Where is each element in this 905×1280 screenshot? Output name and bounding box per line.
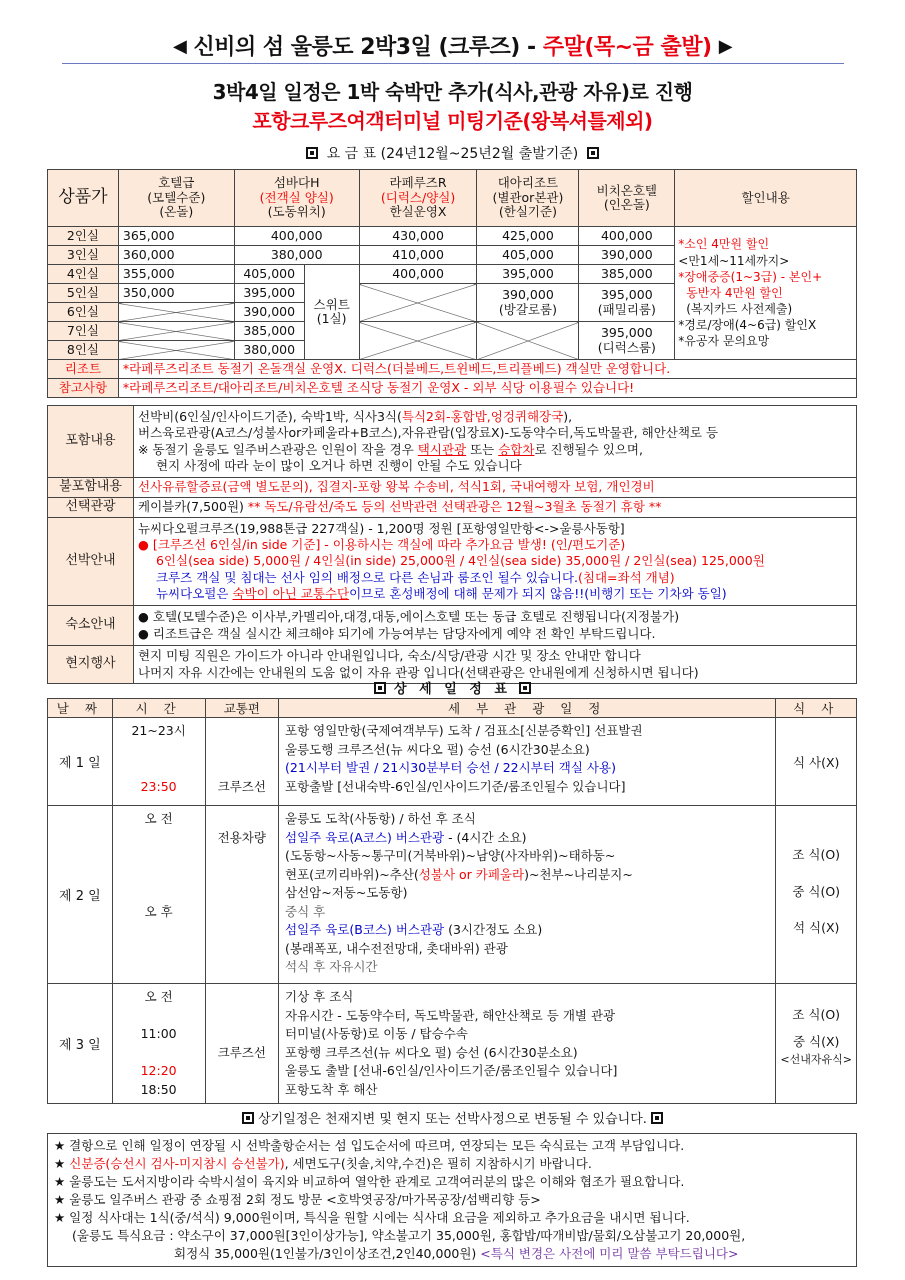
square-bullet-icon [306, 147, 318, 159]
include-content: 선박비(6인실/인사이드기준), 숙박1박, 식사3식(특식2회-홍합밥,엉겅퀴해장국), 버스육로관광(A코스/성불사or카페울라+B코스),자유관람(입장료X)-도동약수터,독도박물관, 해안산책로 등 ※ 동절기 울릉도 일주버스관광은 인원이 작을 경우 택시관광 또는 승합차로 진행될수 있으며, 현지 사정에 따라 눈이 많이 오거나 하면 진행이 안될 수도 있습니다 [134, 406, 857, 478]
row-label: 6인실 [48, 303, 119, 322]
unavailable-cell [118, 322, 234, 341]
product-header: 상품가 [48, 170, 119, 227]
schedule-notice: 상기일정은 천재지변 및 현지 또는 선박사정으로 변동될 수 있습니다. [0, 1108, 905, 1127]
col-header-beachon: 비치온호텔 (인온돌) [579, 170, 675, 227]
unavailable-cell [359, 322, 477, 360]
day3-row: 제 3 일 오 전 11:00 12:20 18:50 크루즈선 기상 후 조식 자유시간 - 도동약수터, 독도박물관, 해안산책로 등 개별 관광 터미널(사동항)로 이동 / 탑승수속 포항행 크루즈선(뉴 씨다오 펄) 승선 (6시간30분소요) 울릉도 출발 [선내-6인실/인사이드기준/룸조인될수 있습니다] 포항도착 후 해산 조 식(O) 중 식(X) <선내자유식> [48, 984, 857, 1104]
row-label: 2인실 [48, 227, 119, 246]
option-label: 선택관광 [48, 498, 134, 518]
fee-table-title: 요 금 표 (24년12월~25년2월 출발기준) [0, 143, 905, 163]
col-header-laperouse: 라페루즈R (디럭스/양실) 한실운영X [359, 170, 477, 227]
square-bullet-icon [651, 1112, 663, 1124]
resort-note: *라페루즈리조트 동절기 온돌객실 운영X. 디럭스(더블베드,트윈베드,트리플베드) 객실만 운영합니다. [118, 360, 856, 379]
row-label: 7인실 [48, 322, 119, 341]
ship-content: 뉴씨다오펄크루즈(19,988톤급 227객실) - 1,200명 정원 [포항영일만항<->울릉사동항] ● [크루즈선 6인실/in side 기준] - 이용하시는 객실에 따라 추가요금 발생! (인/편도기준) 6인실(sea side) 5,000원 / 4인실(in side) 25,000원 / 4인실(sea side) 35,000원 / 2인실(sea) 125,000원 크루즈 객실 및 침대는 선사 임의 배정으로 다른 손님과 룸조인 될수 있습니다.(침대=좌석 개념) 뉴씨다오펄은 숙박이 아닌 교통수단이므로 혼성배정에 대해 문제가 되지 않음!!(비행기 또는 기차와 동일) [134, 518, 857, 606]
row-label: 4인실 [48, 265, 119, 284]
schedule-table [47, 698, 857, 1104]
stay-label: 숙소안내 [48, 606, 134, 646]
header-itinerary: 세 부 관 광 일 정 [279, 699, 776, 718]
exclude-content: 선사유류할증료(금액 별도문의), 집결지-포항 왕복 수송비, 석식1회, 국내여행자 보험, 개인경비 [134, 478, 857, 498]
notes-content: ★ 결항으로 인해 일정이 연장될 시 선박출항순서는 섬 입도순서에 따르며, 연장되는 모든 숙식료는 고객 부담입니다. ★ 신분증(승선시 검사-미지참시 승선불가), 세면도구(칫솔,치약,수건)은 필히 지참하시기 바랍니다. ★ 울릉도는 도서지방이라 숙박시설이 육지와 비교하여 열악한 관계로 고객여러분의 많은 이해와 협조가 필요합니다. ★ 울릉도 일주버스 관광 중 쇼핑점 2회 정도 방문 <호박엿공장/마가목공장/섬백리향 등> ★ 일정 식사대는 1식(중/석식) 9,000원이며, 특식을 원할 시에는 식사대 요금을 제외하고 추가요금을 내시면 됩니다. (울릉도 특식요금 : 약소구이 37,000원[3인이상가능], 약소불고기 35,000원, 홍합밥/따개비밥/물회/오삼불고기 20,000원, 회정식 35,000원(1인불가/3인이상조건,2인40,000원) <특식 변경은 사전에 미리 말씀 부탁드립니다> [48, 1134, 857, 1267]
ship-label: 선박안내 [48, 518, 134, 606]
exclude-label: 불포함내용 [48, 478, 134, 498]
schedule-title: 상 세 일 정 표 [0, 678, 905, 697]
unavailable-cell [118, 303, 234, 322]
subtitle-meeting: 포항크루즈여객터미널 미팅기준(왕복셔틀제외) [252, 109, 653, 133]
option-content: 케이블카(7,500원) ** 독도/유람선/죽도 등의 선박관련 선택관광은 12월~3월초 동절기 휴항 ** [134, 498, 857, 518]
row-label: 5인실 [48, 284, 119, 303]
col-header-discount: 할인내용 [675, 170, 857, 227]
subtitle-4day: 3박4일 일정은 1박 숙박만 추가(식사,관광 자유)로 진행 [212, 80, 693, 104]
include-label: 포함내용 [48, 406, 134, 478]
row-label: 8인실 [48, 341, 119, 360]
info-table [47, 405, 857, 684]
col-header-daea: 대아리조트 (별관or본관) (한실기준) [477, 170, 579, 227]
notes-table [47, 1133, 857, 1267]
square-bullet-icon [519, 682, 531, 694]
reference-note: *라페루즈리조트/대아리조트/비치온호텔 조식당 동절기 운영X - 외부 식당 이용필수 있습니다! [118, 379, 856, 398]
price-table: 상품가 호텔급 (모텔수준) (온돌) 섬바다H (전객실 양실) (도동위치) 라페루즈R (디럭스/양실) 한실운영X 대아리조트 (별관or본관) (한실기준) 비치온호텔 (인온돌) 할인내용 2인실 365,000 400,000 430,000 425,000 400,000 *소인 4만원 할인 <만1세~11세까지> *장애중증(1~3급) - 본인+ 동반자 4만원 할인 (복지카드 사전제출) *경로/장애(4~6급) 할인X *유공자 문의요망 3인실 360,000 380,000 410,000 405,000 390,000 4인실 355,000 405,000 스위트 (1실) 400,000 395,000 385,000 5인실 350,000 395,000 390,000 (방갈로룸) 395,000 (패밀리룸) 6인실 390,000 7인실 385,000 395,000 (디럭스룸) 8인실 380,000 리조트 *라페루즈리조트 동절기 온돌객실 운영X. 디럭스(더블베드,트윈베드,트리플베드) 객실만 운영합니다. 참고사항 *라페루즈리조트/대아리조트/비치온호텔 조식당 동절기 운영X - 외부 식당 이용필수 있습니다! [47, 169, 857, 398]
unavailable-cell [359, 284, 477, 322]
discount-info: *소인 4만원 할인 <만1세~11세까지> *장애중증(1~3급) - 본인+ 동반자 4만원 할인 (복지카드 사전제출) *경로/장애(4~6급) 할인X *유공자 문의요망 [675, 227, 857, 360]
local-label: 현지행사 [48, 646, 134, 684]
header-date: 날 짜 [48, 699, 113, 718]
header-time: 시 간 [112, 699, 205, 718]
col-header-hotel: 호텔급 (모텔수준) (온돌) [118, 170, 234, 227]
header-transport: 교통편 [205, 699, 278, 718]
col-header-seombada: 섬바다H (전객실 양실) (도동위치) [234, 170, 359, 227]
page-title: ◀ 신비의 섬 울릉도 2박3일 (크루즈) - 주말(목~금 출발) ▶ [172, 35, 733, 60]
square-bullet-icon [242, 1112, 254, 1124]
local-content: 현지 미팅 직원은 가이드가 아니라 안내원입니다, 숙소/식당/관광 시간 및 장소 안내만 합니다 나머지 자유 시간에는 안내원의 도움 없이 자유 관광 입니다(선택관광은 안내원에게 신청하시면 됩니다) [134, 646, 857, 684]
header-meal: 식 사 [776, 699, 857, 718]
suite-cell: 스위트 (1실) [304, 265, 359, 360]
square-bullet-icon [587, 147, 599, 159]
day1-row: 제 1 일 21~23시 23:50 크루즈선 포항 영일만항(국제여객부두) 도착 / 검표소[신분증확인] 선표발권 울릉도행 크루즈선(뉴 씨다오 펄) 승선 (6시간30분소요) (21시부터 발권 / 21시30분부터 승선 / 22시부터 객실 사용) 포항출발 [선내숙박-6인실/인사이드기준/룸조인될수 있습니다] 식 사(X) [48, 718, 857, 806]
square-bullet-icon [374, 682, 386, 694]
title-underline [62, 63, 844, 64]
unavailable-cell [118, 341, 234, 360]
stay-content: ● 호텔(모텔수준)은 이사부,카멜리아,대경,대동,에이스호텔 또는 동급 호텔로 진행됩니다(지정불가) ● 리조트급은 객실 실시간 체크해야 되기에 가능여부는 담당자에게 예약 전 확인 부탁드립니다. [134, 606, 857, 646]
row-label: 3인실 [48, 246, 119, 265]
resort-label: 리조트 [48, 360, 119, 379]
unavailable-cell [477, 322, 579, 360]
day2-row: 제 2 일 오 전 오 후 전용차량 울릉도 도착(사동항) / 하선 후 조식 섬일주 육로(A코스) 버스관광 - (4시간 소요) (도동항~사동~통구미(거북바위)~남양(사자바위)~태하동~ 현포(코끼리바위)~추산(성불사 or 카페울라)~천부~나리분지~ 삼선암~저동~도동항) 중식 후 섬일주 육로(B코스) 버스관광 (3시간정도 소요) (봉래폭포, 내수전전망대, 촛대바위) 관광 석식 후 자유시간 조 식(O) 중 식(O) 석 식(X) [48, 806, 857, 984]
reference-label: 참고사항 [48, 379, 119, 398]
